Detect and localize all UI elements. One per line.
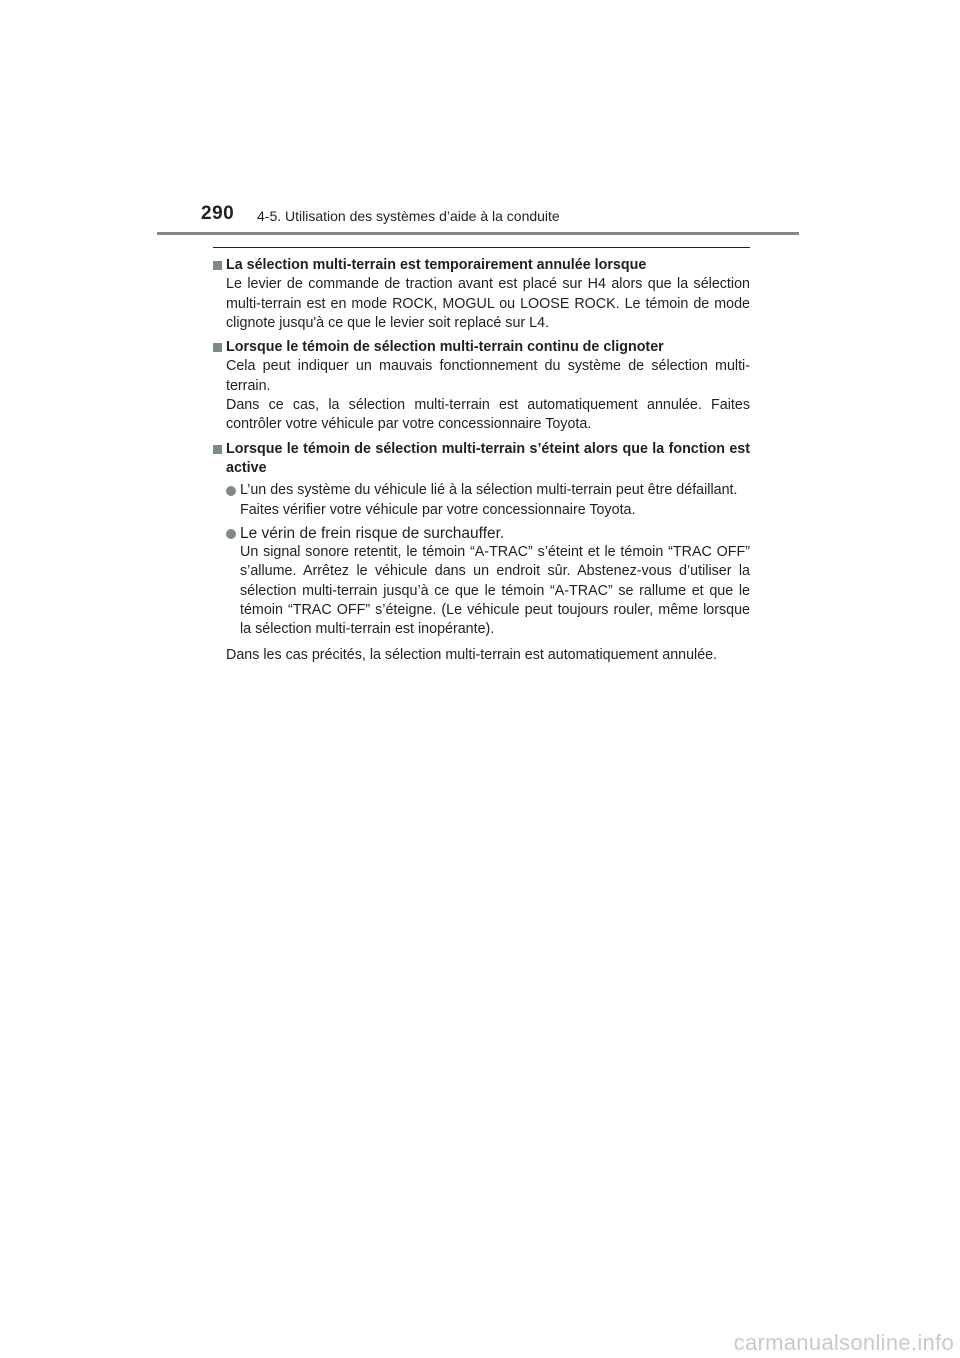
section-annulation [213,256,750,333]
section-heading [213,440,750,479]
section-clignotement [213,338,750,434]
section-title: 4-5. Utilisation des systèmes d’aide à la conduite [257,208,560,224]
bullet-detail: Un signal sonore retentit, le témoin “A-TRAC” s’éteint et le témoin “TRAC OFF” s’allume. Arrêtez le véhicule dans un endroit sûr. Abstenez-vous d’utiliser la sélection multi-terrain jusqu’à ce que le témoin “A-TRAC” se rallume et que le témoin “TRAC OFF” s’éteigne. (Le véhicule peut toujours rouler, même lorsque la sélection multi-terrain est inopérante). [240,544,750,638]
list-item [213,481,750,520]
page-number: 290 [201,203,235,224]
circle-bullet-icon [226,486,236,496]
section-extinction [213,440,750,665]
section-heading-text: La sélection multi-terrain est temporairement annulée lorsque [226,257,647,273]
bullet-lead: Le vérin de frein risque de surchauffer. [240,524,505,542]
page-header [0,0,960,240]
section-body: Le levier de commande de traction avant est placé sur H4 alors que la sélection multi-terrain est en mode ROCK, MOGUL ou LOOSE ROCK. Le témoin de mode clignote jusqu'à ce que le levier soit replacé sur L4. [226,276,750,331]
square-bullet-icon [213,261,222,270]
section-closing: Dans les cas précités, la sélection multi-terrain est automatiquement annulée. [226,646,718,663]
page-content [213,256,750,670]
section-heading-text: Lorsque le témoin de sélection multi-terrain continu de clignoter [226,339,664,356]
circle-bullet-icon [226,529,236,539]
section-body: Dans ce cas, la sélection multi-terrain est automatiquement annulée. Faites contrôler votre véhicule par votre concessionnaire Toyota. [226,397,750,433]
watermark: carmanualsonline.info [733,1330,954,1355]
content-top-rule [213,247,750,248]
header-rule [157,232,799,235]
bullet-lead: L’un des système du véhicule lié à la sélection multi-terrain peut être défaillant. [240,482,738,499]
section-heading [213,256,750,275]
list-item [213,524,750,640]
section-body: Cela peut indiquer un mauvais fonctionnement du système de sélection multi-terrain. [226,358,750,394]
square-bullet-icon [213,343,222,352]
bullet-detail: Faites vérifier votre véhicule par votre concessionnaire Toyota. [240,501,636,518]
section-heading-text: Lorsque le témoin de sélection multi-terrain s’éteint alors que la fonction est active [226,440,750,476]
square-bullet-icon [213,445,222,454]
section-heading [213,338,750,357]
